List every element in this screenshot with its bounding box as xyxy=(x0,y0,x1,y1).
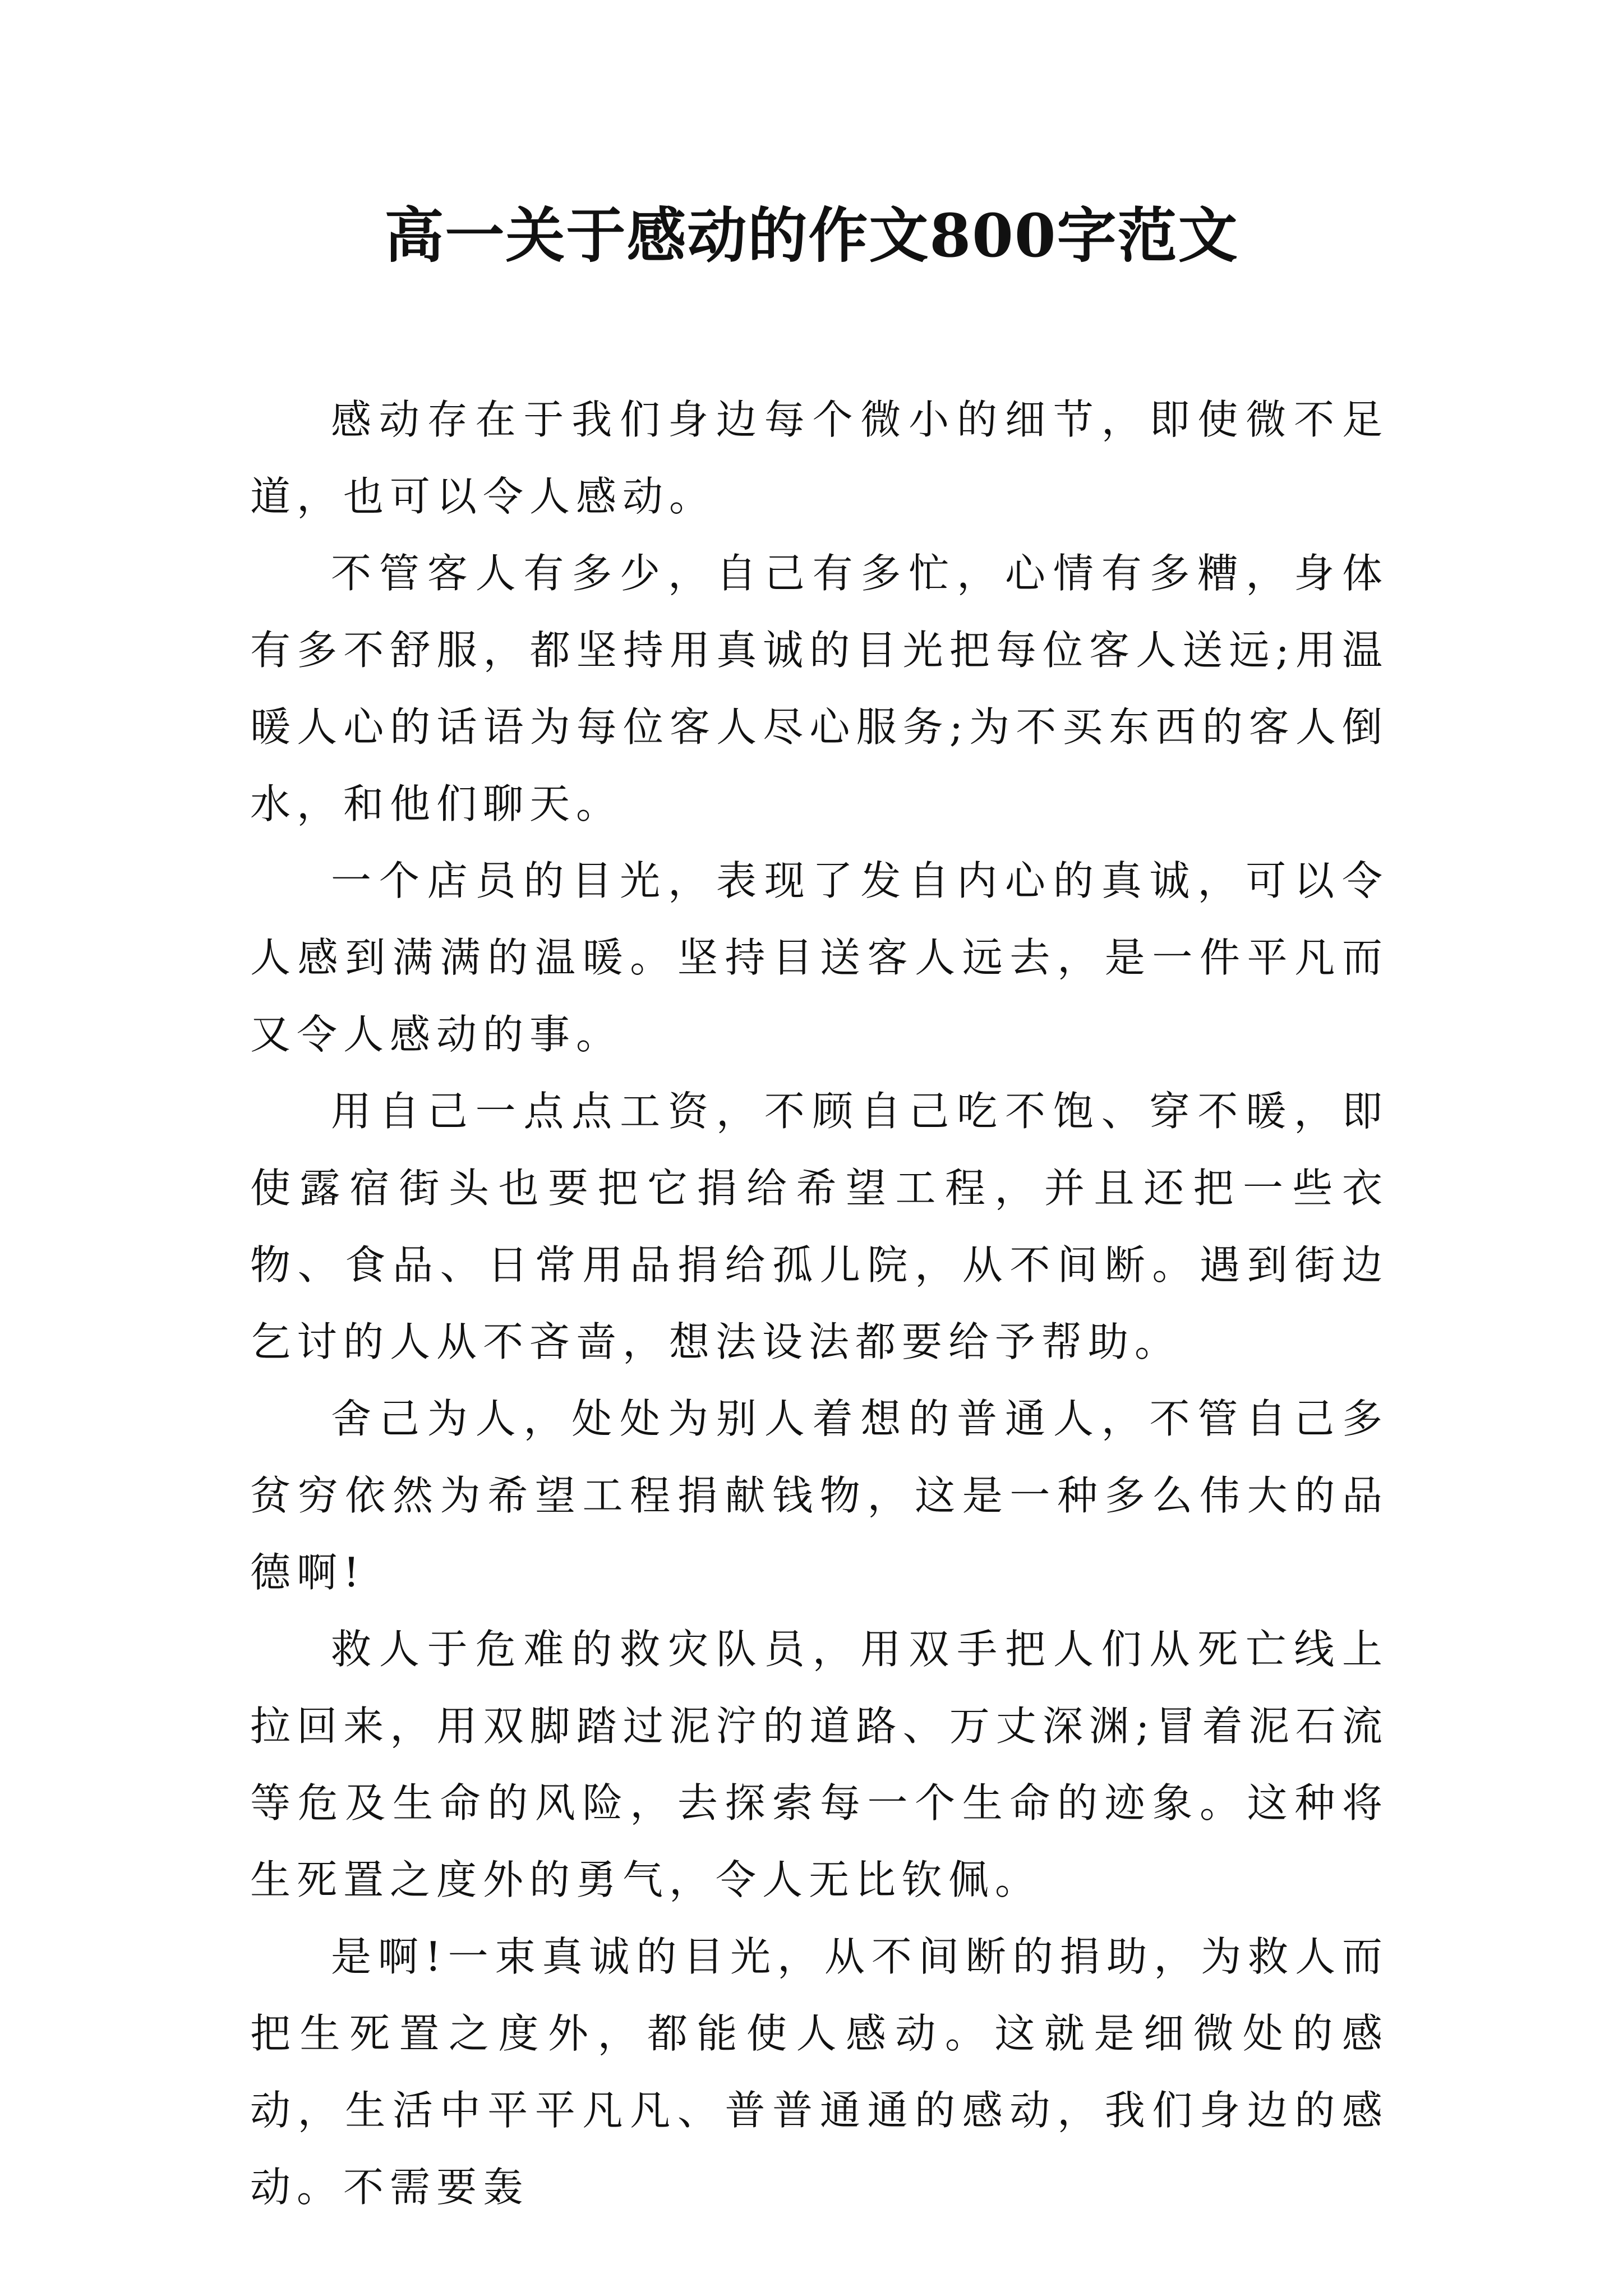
document-body xyxy=(250,381,1389,2226)
paragraph: 一个店员的目光，表现了发自内心的真诚，可以令人感到满满的温暖。坚持目送客人远去，是一件平凡而又令人感动的事。 xyxy=(250,857,1389,1058)
paragraph: 感动存在于我们身边每个微小的细节，即使微不足道，也可以令人感动。 xyxy=(250,396,1389,520)
paragraph: 不管客人有多少，自己有多忙，心情有多糟，身体有多不舒服，都坚持用真诚的目光把每位客人送远;用温暖人心的话语为每位客人尽心服务;为不买东西的客人倒水，和他们聊天。 xyxy=(250,550,1389,827)
paragraph: 救人于危难的救灾队员，用双手把人们从死亡线上拉回来，用双脚踏过泥泞的道路、万丈深渊;冒着泥石流等危及生命的风险，去探索每一个生命的迹象。这种将生死置之度外的勇气，令人无比钦佩。 xyxy=(250,1626,1389,1903)
paragraph: 是啊!一束真诚的目光，从不间断的捐助，为救人而把生死置之度外，都能使人感动。这就是细微处的感动，生活中平平凡凡、普普通通的感动，我们身边的感动。不需要轰 xyxy=(250,1933,1389,2211)
paragraph: 用自己一点点工资，不顾自己吃不饱、穿不暖，即使露宿街头也要把它捐给希望工程，并且还把一些衣物、食品、日常用品捐给孤儿院，从不间断。遇到街边乞讨的人从不吝啬，想法设法都要给予帮助。 xyxy=(250,1088,1389,1365)
paragraph: 舍己为人，处处为别人着想的普通人，不管自己多贫穷依然为希望工程捐献钱物，这是一种多么伟大的品德啊! xyxy=(250,1395,1389,1596)
document-title: 高一关于感动的作文800字范文 xyxy=(384,200,1239,270)
